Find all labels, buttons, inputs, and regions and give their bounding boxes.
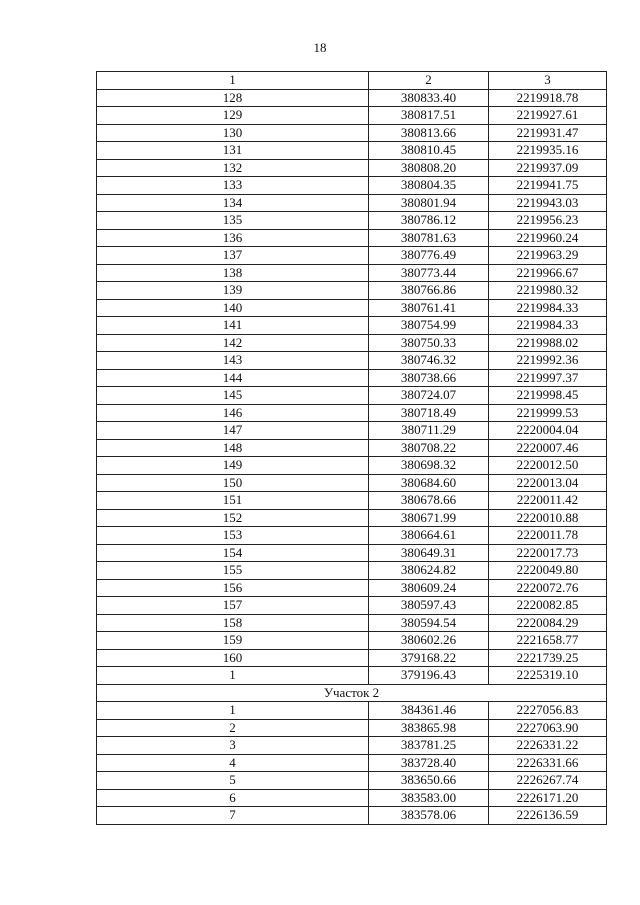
y-coordinate-cell: 2219984.33 bbox=[489, 299, 607, 317]
point-number-cell: 149 bbox=[97, 457, 369, 475]
y-coordinate-cell: 2220072.76 bbox=[489, 579, 607, 597]
table-row bbox=[97, 229, 607, 247]
y-coordinate-cell: 2219935.16 bbox=[489, 142, 607, 160]
y-coordinate-cell: 2226267.74 bbox=[489, 772, 607, 790]
x-coordinate-cell: 383781.25 bbox=[369, 737, 489, 755]
table-row bbox=[97, 334, 607, 352]
point-number-cell: 5 bbox=[97, 772, 369, 790]
point-number-cell: 3 bbox=[97, 737, 369, 755]
point-number-cell: 134 bbox=[97, 194, 369, 212]
x-coordinate-cell: 380678.66 bbox=[369, 492, 489, 510]
point-number-cell: 150 bbox=[97, 474, 369, 492]
table-row bbox=[97, 317, 607, 335]
y-coordinate-cell: 2227063.90 bbox=[489, 719, 607, 737]
y-coordinate-cell: 2220082.85 bbox=[489, 597, 607, 615]
table-row bbox=[97, 404, 607, 422]
y-coordinate-cell: 2220007.46 bbox=[489, 439, 607, 457]
point-number-cell: 144 bbox=[97, 369, 369, 387]
y-coordinate-cell: 2220004.04 bbox=[489, 422, 607, 440]
point-number-cell: 151 bbox=[97, 492, 369, 510]
y-coordinate-cell: 2219999.53 bbox=[489, 404, 607, 422]
y-coordinate-cell: 2220013.04 bbox=[489, 474, 607, 492]
x-coordinate-cell: 380810.45 bbox=[369, 142, 489, 160]
point-number-cell: 154 bbox=[97, 544, 369, 562]
point-number-cell: 156 bbox=[97, 579, 369, 597]
table-row bbox=[97, 474, 607, 492]
y-coordinate-cell: 2219927.61 bbox=[489, 107, 607, 125]
table-row bbox=[97, 492, 607, 510]
table-row bbox=[97, 719, 607, 737]
point-number-cell: 130 bbox=[97, 124, 369, 142]
coordinates-table-body bbox=[97, 72, 607, 825]
x-coordinate-cell: 383728.40 bbox=[369, 754, 489, 772]
y-coordinate-cell: 2219937.09 bbox=[489, 159, 607, 177]
y-coordinate-cell: 2219960.24 bbox=[489, 229, 607, 247]
table-header-row bbox=[97, 72, 607, 90]
x-coordinate-cell: 380766.86 bbox=[369, 282, 489, 300]
x-coordinate-cell: 380624.82 bbox=[369, 562, 489, 580]
x-coordinate-cell: 383578.06 bbox=[369, 807, 489, 825]
point-number-cell: 157 bbox=[97, 597, 369, 615]
point-number-cell: 128 bbox=[97, 89, 369, 107]
x-coordinate-cell: 383583.00 bbox=[369, 789, 489, 807]
y-coordinate-cell: 2226171.20 bbox=[489, 789, 607, 807]
y-coordinate-cell: 2225319.10 bbox=[489, 667, 607, 685]
point-number-cell: 139 bbox=[97, 282, 369, 300]
point-number-cell: 141 bbox=[97, 317, 369, 335]
point-number-cell: 136 bbox=[97, 229, 369, 247]
table-row bbox=[97, 439, 607, 457]
x-coordinate-cell: 380746.32 bbox=[369, 352, 489, 370]
x-coordinate-cell: 380754.99 bbox=[369, 317, 489, 335]
table-row bbox=[97, 789, 607, 807]
y-coordinate-cell: 2219943.03 bbox=[489, 194, 607, 212]
x-coordinate-cell: 380738.66 bbox=[369, 369, 489, 387]
page-number: 18 bbox=[313, 40, 327, 55]
y-coordinate-cell: 2226331.22 bbox=[489, 737, 607, 755]
y-coordinate-cell: 2219992.36 bbox=[489, 352, 607, 370]
point-number-cell: 7 bbox=[97, 807, 369, 825]
y-coordinate-cell: 2220017.73 bbox=[489, 544, 607, 562]
point-number-cell: 6 bbox=[97, 789, 369, 807]
point-number-cell: 145 bbox=[97, 387, 369, 405]
x-coordinate-cell: 380813.66 bbox=[369, 124, 489, 142]
x-coordinate-cell: 380750.33 bbox=[369, 334, 489, 352]
point-number-cell: 148 bbox=[97, 439, 369, 457]
x-coordinate-cell: 380597.43 bbox=[369, 597, 489, 615]
x-coordinate-cell: 383865.98 bbox=[369, 719, 489, 737]
y-coordinate-cell: 2226136.59 bbox=[489, 807, 607, 825]
x-coordinate-cell: 380671.99 bbox=[369, 509, 489, 527]
table-row bbox=[97, 579, 607, 597]
table-row bbox=[97, 352, 607, 370]
point-number-cell: 138 bbox=[97, 264, 369, 282]
y-coordinate-cell: 2219997.37 bbox=[489, 369, 607, 387]
x-coordinate-cell: 380718.49 bbox=[369, 404, 489, 422]
point-number-cell: 159 bbox=[97, 632, 369, 650]
point-number-cell: 1 bbox=[97, 667, 369, 685]
y-coordinate-cell: 2220011.78 bbox=[489, 527, 607, 545]
point-number-cell: 4 bbox=[97, 754, 369, 772]
y-coordinate-cell: 2221739.25 bbox=[489, 649, 607, 667]
x-coordinate-cell: 380801.94 bbox=[369, 194, 489, 212]
coordinates-table bbox=[96, 71, 607, 825]
x-coordinate-cell: 380761.41 bbox=[369, 299, 489, 317]
table-row bbox=[97, 772, 607, 790]
x-coordinate-cell: 380711.29 bbox=[369, 422, 489, 440]
table-row bbox=[97, 107, 607, 125]
y-coordinate-cell: 2219988.02 bbox=[489, 334, 607, 352]
table-row bbox=[97, 457, 607, 475]
x-coordinate-cell: 380804.35 bbox=[369, 177, 489, 195]
x-coordinate-cell: 379196.43 bbox=[369, 667, 489, 685]
table-row bbox=[97, 667, 607, 685]
y-coordinate-cell: 2219941.75 bbox=[489, 177, 607, 195]
point-number-cell: 137 bbox=[97, 247, 369, 265]
point-number-cell: 153 bbox=[97, 527, 369, 545]
x-coordinate-cell: 380708.22 bbox=[369, 439, 489, 457]
table-row bbox=[97, 614, 607, 632]
x-coordinate-cell: 379168.22 bbox=[369, 649, 489, 667]
x-coordinate-cell: 380684.60 bbox=[369, 474, 489, 492]
header-cell-point: 1 bbox=[97, 72, 369, 90]
point-number-cell: 132 bbox=[97, 159, 369, 177]
point-number-cell: 147 bbox=[97, 422, 369, 440]
y-coordinate-cell: 2219980.32 bbox=[489, 282, 607, 300]
x-coordinate-cell: 384361.46 bbox=[369, 702, 489, 720]
x-coordinate-cell: 380786.12 bbox=[369, 212, 489, 230]
y-coordinate-cell: 2220049.80 bbox=[489, 562, 607, 580]
y-coordinate-cell: 2221658.77 bbox=[489, 632, 607, 650]
table-row bbox=[97, 247, 607, 265]
point-number-cell: 143 bbox=[97, 352, 369, 370]
y-coordinate-cell: 2219931.47 bbox=[489, 124, 607, 142]
x-coordinate-cell: 380602.26 bbox=[369, 632, 489, 650]
table-row bbox=[97, 282, 607, 300]
y-coordinate-cell: 2220012.50 bbox=[489, 457, 607, 475]
header-cell-y: 3 bbox=[489, 72, 607, 90]
point-number-cell: 135 bbox=[97, 212, 369, 230]
table-row bbox=[97, 562, 607, 580]
x-coordinate-cell: 380594.54 bbox=[369, 614, 489, 632]
y-coordinate-cell: 2219998.45 bbox=[489, 387, 607, 405]
x-coordinate-cell: 380698.32 bbox=[369, 457, 489, 475]
x-coordinate-cell: 380833.40 bbox=[369, 89, 489, 107]
point-number-cell: 1 bbox=[97, 702, 369, 720]
point-number-cell: 146 bbox=[97, 404, 369, 422]
point-number-cell: 131 bbox=[97, 142, 369, 160]
table-row bbox=[97, 212, 607, 230]
x-coordinate-cell: 380664.61 bbox=[369, 527, 489, 545]
table-row bbox=[97, 142, 607, 160]
x-coordinate-cell: 380724.07 bbox=[369, 387, 489, 405]
point-number-cell: 2 bbox=[97, 719, 369, 737]
table-row bbox=[97, 124, 607, 142]
table-row bbox=[97, 387, 607, 405]
table-row bbox=[97, 527, 607, 545]
header-cell-x: 2 bbox=[369, 72, 489, 90]
table-row bbox=[97, 509, 607, 527]
x-coordinate-cell: 380649.31 bbox=[369, 544, 489, 562]
table-row bbox=[97, 737, 607, 755]
point-number-cell: 142 bbox=[97, 334, 369, 352]
y-coordinate-cell: 2220010.88 bbox=[489, 509, 607, 527]
section-title: Участок 2 bbox=[97, 684, 607, 702]
x-coordinate-cell: 380776.49 bbox=[369, 247, 489, 265]
table-row bbox=[97, 159, 607, 177]
x-coordinate-cell: 380781.63 bbox=[369, 229, 489, 247]
table-row bbox=[97, 807, 607, 825]
y-coordinate-cell: 2227056.83 bbox=[489, 702, 607, 720]
x-coordinate-cell: 380808.20 bbox=[369, 159, 489, 177]
y-coordinate-cell: 2220011.42 bbox=[489, 492, 607, 510]
point-number-cell: 140 bbox=[97, 299, 369, 317]
point-number-cell: 155 bbox=[97, 562, 369, 580]
section-title-row bbox=[97, 684, 607, 702]
table-row bbox=[97, 299, 607, 317]
point-number-cell: 160 bbox=[97, 649, 369, 667]
x-coordinate-cell: 380817.51 bbox=[369, 107, 489, 125]
y-coordinate-cell: 2219984.33 bbox=[489, 317, 607, 335]
y-coordinate-cell: 2219956.23 bbox=[489, 212, 607, 230]
point-number-cell: 152 bbox=[97, 509, 369, 527]
x-coordinate-cell: 383650.66 bbox=[369, 772, 489, 790]
x-coordinate-cell: 380773.44 bbox=[369, 264, 489, 282]
table-row bbox=[97, 702, 607, 720]
table-row bbox=[97, 194, 607, 212]
table-row bbox=[97, 632, 607, 650]
y-coordinate-cell: 2220084.29 bbox=[489, 614, 607, 632]
table-row bbox=[97, 544, 607, 562]
table-row bbox=[97, 264, 607, 282]
point-number-cell: 133 bbox=[97, 177, 369, 195]
table-row bbox=[97, 649, 607, 667]
point-number-cell: 158 bbox=[97, 614, 369, 632]
x-coordinate-cell: 380609.24 bbox=[369, 579, 489, 597]
y-coordinate-cell: 2219918.78 bbox=[489, 89, 607, 107]
table-row bbox=[97, 754, 607, 772]
table-row bbox=[97, 422, 607, 440]
table-row bbox=[97, 597, 607, 615]
table-row bbox=[97, 89, 607, 107]
point-number-cell: 129 bbox=[97, 107, 369, 125]
table-row bbox=[97, 369, 607, 387]
y-coordinate-cell: 2219963.29 bbox=[489, 247, 607, 265]
y-coordinate-cell: 2226331.66 bbox=[489, 754, 607, 772]
y-coordinate-cell: 2219966.67 bbox=[489, 264, 607, 282]
table-row bbox=[97, 177, 607, 195]
